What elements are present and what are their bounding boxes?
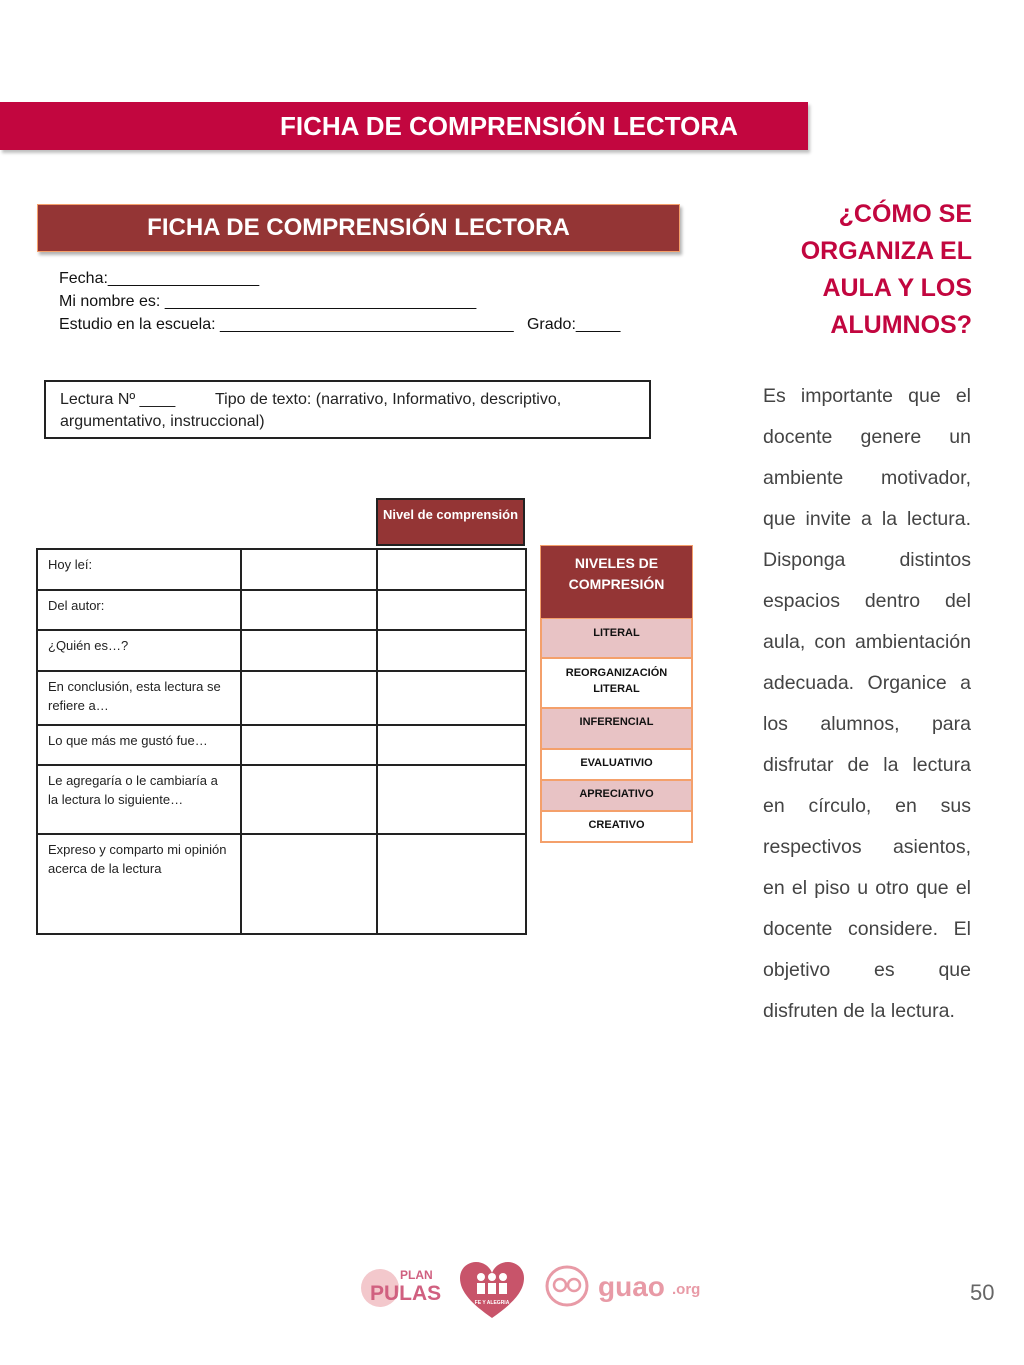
levels-table — [540, 545, 693, 843]
side-title: ¿CÓMO SE ORGANIZA EL AULA Y LOS ALUMNOS? — [800, 200, 972, 339]
page-number: 50 — [970, 1280, 995, 1305]
side-text: Es importante que el docente genere un ambiente motivador, que invite a la lectura. Disponga distintos espacios dentro del aula, con ambientación adecuada. Organice a los alumnos, para disfrutar de la lectura en círculo, en sus respectivos asientos, en el piso u otro que el docente considere. El objetivo es que disfruten de la lectura. — [763, 385, 971, 1022]
table-row — [37, 671, 526, 725]
row-label: Le agregaría o le cambiaría a la lectura lo siguiente… — [37, 765, 241, 834]
sheet-title: FICHA DE COMPRENSIÓN LECTORA — [37, 204, 680, 252]
level-literal: LITERAL — [540, 619, 693, 659]
level-cell — [377, 671, 526, 725]
guao-logo — [547, 1267, 700, 1305]
partner-logos — [360, 1258, 720, 1322]
fecha-field: Fecha:_________________ — [59, 270, 260, 287]
level-cell — [377, 549, 526, 590]
row-label: Expreso y comparto mi opinión acerca de la lectura — [37, 834, 241, 934]
heart-text: FE Y ALEGRIA — [474, 1300, 510, 1306]
pulas-text: PULAS — [370, 1282, 442, 1305]
table-row — [37, 725, 526, 765]
table-row — [37, 834, 526, 934]
guao-text: guao — [598, 1271, 665, 1302]
row-label: En conclusión, esta lectura se refiere a… — [37, 671, 241, 725]
answer-cell — [241, 765, 377, 834]
lectura-number: Lectura Nº ____ — [60, 391, 176, 408]
table-row — [37, 765, 526, 834]
escuela-field: Estudio en la escuela: _________________________________ Grado:_____ — [59, 316, 621, 333]
reading-table — [36, 548, 527, 935]
lectura-box — [44, 380, 651, 439]
row-label: ¿Quién es…? — [37, 630, 241, 671]
level-cell — [377, 725, 526, 765]
header-banner — [0, 102, 808, 150]
level-cell — [377, 834, 526, 934]
answer-cell — [241, 725, 377, 765]
level-inferencial: INFERENCIAL — [540, 709, 693, 750]
plan-text: PLAN — [400, 1268, 433, 1282]
footer-logos — [360, 1258, 720, 1322]
table-row — [37, 630, 526, 671]
answer-cell — [241, 671, 377, 725]
level-cell — [377, 590, 526, 630]
level-apreciativo: APRECIATIVO — [540, 781, 693, 812]
level-creativo: CREATIVO — [540, 812, 693, 843]
table-row — [37, 590, 526, 630]
row-label: Hoy leí: — [37, 549, 241, 590]
levels-header: NIVELES DE COMPRESIÓN — [540, 545, 693, 619]
plan-pulas-logo — [361, 1268, 441, 1307]
level-cell — [377, 630, 526, 671]
answer-cell — [241, 549, 377, 590]
table-row — [37, 549, 526, 590]
answer-cell — [241, 630, 377, 671]
heart-logo — [460, 1262, 524, 1318]
text-type-continued: argumentativo, instruccional) — [60, 413, 265, 430]
banner-title: FICHA DE COMPRENSIÓN LECTORA — [280, 111, 738, 141]
answer-cell — [241, 834, 377, 934]
row-label: Del autor: — [37, 590, 241, 630]
nivel-header: Nivel de comprensión — [376, 498, 525, 546]
answer-cell — [241, 590, 377, 630]
org-text: .org — [672, 1281, 701, 1298]
text-type: Tipo de texto: (narrativo, Informativo, descriptivo, — [214, 391, 562, 408]
row-label: Lo que más me gustó fue… — [37, 725, 241, 765]
nombre-field: Mi nombre es: ___________________________________ — [59, 293, 477, 310]
level-evaluativo: EVALUATIVIO — [540, 750, 693, 781]
level-cell — [377, 765, 526, 834]
level-reorganizacion: REORGANIZACIÓN LITERAL — [540, 659, 693, 709]
